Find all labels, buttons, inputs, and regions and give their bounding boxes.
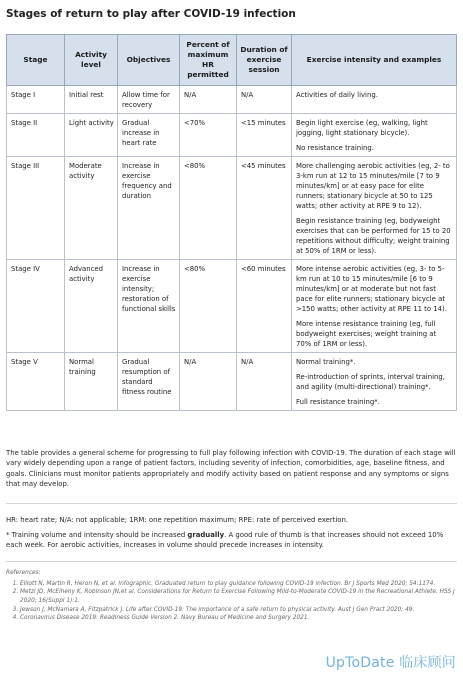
- column-header: Objectives: [118, 35, 180, 86]
- table-row: [7, 85, 457, 113]
- example-text: Begin light exercise (eg, walking, light jogging, light stationary bicycle).: [296, 118, 428, 137]
- duration-cell: <15 minutes: [237, 113, 292, 156]
- activity-cell: Advanced activity: [65, 259, 118, 352]
- activity-cell: Moderate activity: [65, 156, 118, 259]
- example-text: More intense aerobic activities (eg, 3- to 5-km run at 10 to 15 minutes/mile [6 to 9 minutes/km] or at moderate but not fast pace for elite runners; stationary bicycle at >150 watts; other activity at RPE 11 to 14).: [296, 264, 447, 313]
- duration-cell: <60 minutes: [237, 259, 292, 352]
- table-header-row: [7, 35, 457, 86]
- percent-cell: <70%: [180, 113, 237, 156]
- example-text: Re-introduction of sprints, interval training, and agility (multi-directional) training*.: [296, 372, 445, 391]
- footnote-text: * Training volume and intensity should be increased: [6, 531, 188, 539]
- references: [6, 569, 457, 623]
- duration-cell: N/A: [237, 352, 292, 410]
- duration-cell: N/A: [237, 85, 292, 113]
- objectives-cell: Gradual resumption of standard fitness routine: [118, 352, 180, 410]
- percent-cell: <80%: [180, 156, 237, 259]
- stage-cell: Stage II: [7, 113, 65, 156]
- examples-cell: [292, 113, 457, 156]
- example-text: Activities of daily living.: [296, 90, 378, 99]
- reference-item: 1. Elliott N, Martin R, Heron N, et al. Infographic. Graduated return to play guidance following COVID-19 infection. Br J Sports Med 2020; 54:1174.: [20, 580, 457, 589]
- table-row: [7, 259, 457, 352]
- reference-item: 3. Jewson J, McNamara A, Fitzpatrick J. Life after COVID-19: The importance of a safe return to physical activity. Aust J Gen Pract 2020; 49.: [20, 606, 457, 615]
- reference-list: [6, 580, 457, 623]
- column-header: Percent of maximum HR permitted: [180, 35, 237, 86]
- activity-cell: Light activity: [65, 113, 118, 156]
- column-header: Duration of exercise session: [237, 35, 292, 86]
- footnote-text: . A good rule of thumb is that increases should not exceed 10% each week. For aerobic activities, increases in volume should precede increases in intensity.: [6, 531, 444, 550]
- divider: [6, 503, 457, 504]
- references-label: References:: [6, 570, 41, 576]
- activity-cell: Initial rest: [65, 85, 118, 113]
- examples-cell: [292, 352, 457, 410]
- examples-cell: [292, 156, 457, 259]
- stage-cell: Stage I: [7, 85, 65, 113]
- table-row: [7, 352, 457, 410]
- stage-cell: Stage III: [7, 156, 65, 259]
- objectives-cell: Increase in exercise frequency and duration: [118, 156, 180, 259]
- page-title: Stages of return to play after COVID-19 infection: [6, 8, 296, 20]
- example-text: More challenging aerobic activities (eg, 2- to 3-km run at 12 to 15 minutes/mile [7 to 9 minutes/km] or at easy pace for elite runners; stationary bicycle at 50 to 125 watts; other activity at RPE 9 to 12).: [296, 161, 450, 210]
- table-row: [7, 156, 457, 259]
- example-text: Full resistance training*.: [296, 397, 380, 406]
- activity-cell: Normal training: [65, 352, 118, 410]
- footnote-emphasis: gradually: [187, 531, 225, 539]
- example-text: No resistance training.: [296, 143, 374, 152]
- reference-item: 4. Coronavirus Disease 2019: Readiness Guide Version 2. Navy Bureau of Medicine and Surgery 2021.: [20, 614, 457, 623]
- reference-item: 2. Metzl JD, McElheny K, Robinson JN,et al. Considerations for Return to Exercise Following Mild-to-Moderate COVID-19 in the Recreational Athlete. HSS J 2020; 16(Suppl 1):1.: [20, 588, 457, 605]
- objectives-cell: Increase in exercise intensity; restoration of functional skills: [118, 259, 180, 352]
- examples-cell: [292, 259, 457, 352]
- stage-cell: Stage V: [7, 352, 65, 410]
- example-text: Normal training*.: [296, 357, 356, 366]
- table-row: [7, 113, 457, 156]
- column-header: Stage: [7, 35, 65, 86]
- examples-cell: [292, 85, 457, 113]
- percent-cell: <80%: [180, 259, 237, 352]
- table-description: The table provides a general scheme for progressing to full play following infection with COVID-19. The duration of each stage will vary widely depending upon a range of patient factors, including severity of infection, comorbidities, age, baseline fitness, and goals. Clinicians must monitor patients appropriately and modify activity based on patient response and any symptoms or signs that may develop.: [6, 449, 456, 489]
- column-header: Activity level: [65, 35, 118, 86]
- abbreviations-note: HR: heart rate; N/A: not applicable; 1RM: one repetition maximum; RPE: rate of perceived exertion.: [6, 516, 349, 524]
- return-to-play-table: [6, 34, 457, 411]
- divider: [6, 561, 457, 562]
- training-footnote: [6, 530, 457, 551]
- percent-cell: N/A: [180, 85, 237, 113]
- column-header: Exercise intensity and examples: [292, 35, 457, 86]
- duration-cell: <45 minutes: [237, 156, 292, 259]
- percent-cell: N/A: [180, 352, 237, 410]
- stage-cell: Stage IV: [7, 259, 65, 352]
- uptodate-logo: UpToDate 临床顾问: [325, 655, 456, 671]
- objectives-cell: Gradual increase in heart rate: [118, 113, 180, 156]
- example-text: More intense resistance training (eg, full bodyweight exercises; weight training at 70% of 1RM or less).: [296, 319, 437, 348]
- objectives-cell: Allow time for recovery: [118, 85, 180, 113]
- example-text: Begin resistance training (eg, bodyweight exercises that can be performed for 15 to 20 repetitions without difficulty; weight training at 50% of 1RM or less).: [296, 216, 451, 255]
